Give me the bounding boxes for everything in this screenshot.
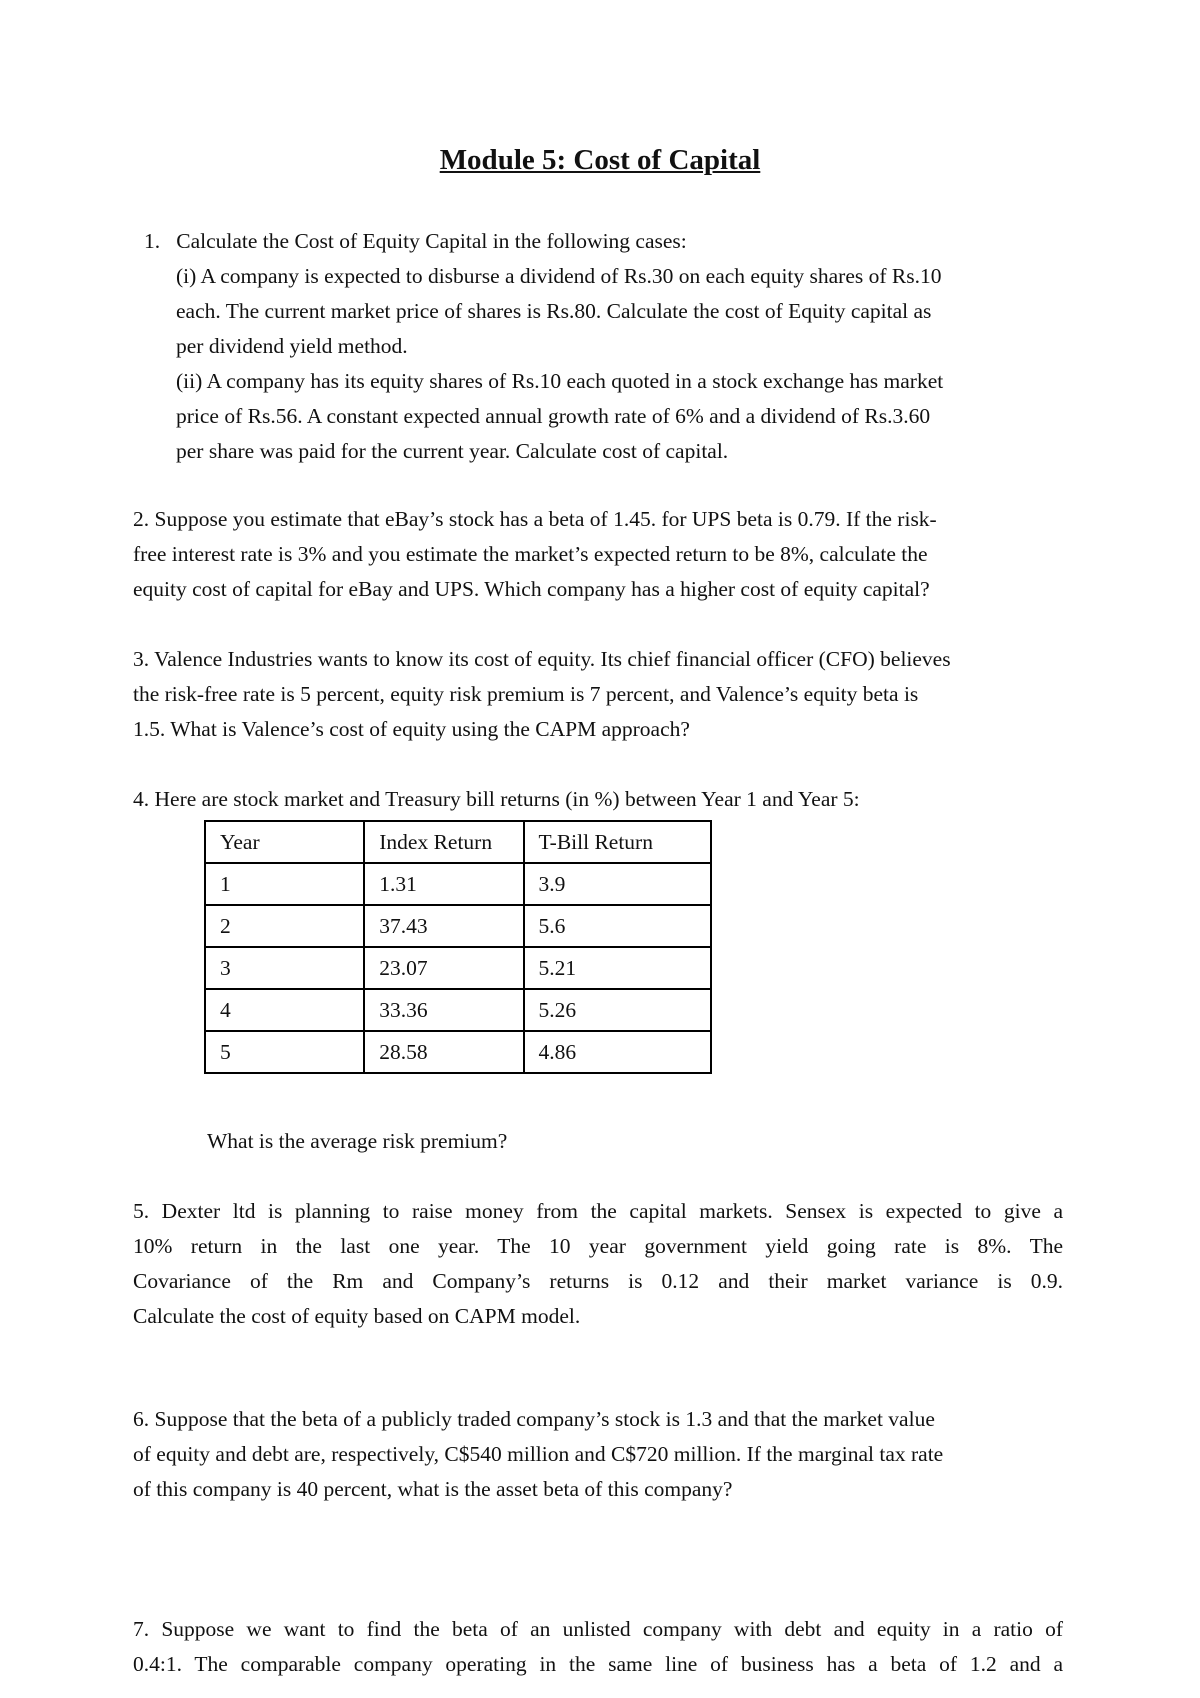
cell-tbill-return: 4.86	[524, 1031, 712, 1073]
q1-part-ii-line: price of Rs.56. A constant expected annual growth rate of 6% and a dividend of Rs.3.60	[176, 404, 931, 428]
page-title: Module 5: Cost of Capital	[439, 144, 761, 176]
q2-line: 2. Suppose you estimate that eBay’s stock has a beta of 1.45. for UPS beta is 0.79. If the risk-	[133, 507, 937, 531]
q1-part-i-line: (i) A company is expected to disburse a dividend of Rs.30 on each equity shares of Rs.10	[176, 264, 942, 288]
q3-line: 3. Valence Industries wants to know its cost of equity. Its chief financial officer (CFO) believes	[133, 647, 951, 671]
q1-part-ii	[176, 364, 1056, 469]
cell-index-return: 33.36	[364, 989, 523, 1031]
q6-line: 6. Suppose that the beta of a publicly traded company’s stock is 1.3 and that the market value	[133, 1407, 935, 1431]
header-year: Year	[205, 821, 364, 863]
table-row	[205, 1031, 711, 1073]
q3-line: 1.5. What is Valence’s cost of equity using the CAPM approach?	[133, 717, 690, 741]
q5-line: 5. Dexter ltd is planning to raise money from the capital markets. Sensex is expected to give a	[133, 1199, 1063, 1223]
header-index-return: Index Return	[364, 821, 523, 863]
cell-tbill-return: 3.9	[524, 863, 712, 905]
q7-line: 0.4:1. The comparable company operating in the same line of business has a beta of 1.2 and a	[133, 1652, 1063, 1676]
question-6	[133, 1402, 1063, 1507]
q1-part-i-line: per dividend yield method.	[176, 334, 408, 358]
question-3	[133, 642, 1063, 747]
cell-tbill-return: 5.26	[524, 989, 712, 1031]
table-row	[205, 989, 711, 1031]
q5-line: Calculate the cost of equity based on CAPM model.	[133, 1304, 581, 1328]
q1-intro: 1. Calculate the Cost of Equity Capital in the following cases:	[144, 229, 687, 253]
cell-index-return: 23.07	[364, 947, 523, 989]
cell-index-return: 37.43	[364, 905, 523, 947]
q5-line: Covariance of the Rm and Company’s returns is 0.12 and their market variance is 0.9.	[133, 1269, 1063, 1293]
question-2	[133, 502, 1063, 607]
cell-index-return: 1.31	[364, 863, 523, 905]
returns-table	[204, 820, 712, 1074]
cell-year: 1	[205, 863, 364, 905]
q4-intro: 4. Here are stock market and Treasury bill returns (in %) between Year 1 and Year 5:	[133, 787, 860, 811]
cell-year: 5	[205, 1031, 364, 1073]
q1-part-ii-line: per share was paid for the current year. Calculate cost of capital.	[176, 439, 729, 463]
cell-tbill-return: 5.21	[524, 947, 712, 989]
table-row	[205, 863, 711, 905]
header-tbill-return: T-Bill Return	[524, 821, 712, 863]
q1-part-ii-line: (ii) A company has its equity shares of Rs.10 each quoted in a stock exchange has market	[176, 369, 944, 393]
q2-line: free interest rate is 3% and you estimate the market’s expected return to be 8%, calculate the	[133, 542, 928, 566]
table-header-row	[205, 821, 711, 863]
cell-year: 4	[205, 989, 364, 1031]
q6-line: of this company is 40 percent, what is the asset beta of this company?	[133, 1477, 733, 1501]
question-5	[133, 1194, 1063, 1334]
q6-line: of equity and debt are, respectively, C$540 million and C$720 million. If the marginal tax rate	[133, 1442, 944, 1466]
q1-part-i-line: each. The current market price of shares is Rs.80. Calculate the cost of Equity capital as	[176, 299, 932, 323]
q5-line: 10% return in the last one year. The 10 year government yield going rate is 8%. The	[133, 1234, 1063, 1258]
q3-line: the risk-free rate is 5 percent, equity risk premium is 7 percent, and Valence’s equity beta is	[133, 682, 919, 706]
cell-tbill-return: 5.6	[524, 905, 712, 947]
cell-year: 3	[205, 947, 364, 989]
cell-year: 2	[205, 905, 364, 947]
cell-index-return: 28.58	[364, 1031, 523, 1073]
table-row	[205, 947, 711, 989]
q2-line: equity cost of capital for eBay and UPS. Which company has a higher cost of equity capital?	[133, 577, 930, 601]
q4-question: What is the average risk premium?	[207, 1129, 508, 1153]
q1-part-i	[176, 259, 1056, 364]
q7-line: 7. Suppose we want to find the beta of an unlisted company with debt and equity in a ratio of	[133, 1617, 1063, 1641]
question-7	[133, 1612, 1063, 1682]
table-row	[205, 905, 711, 947]
